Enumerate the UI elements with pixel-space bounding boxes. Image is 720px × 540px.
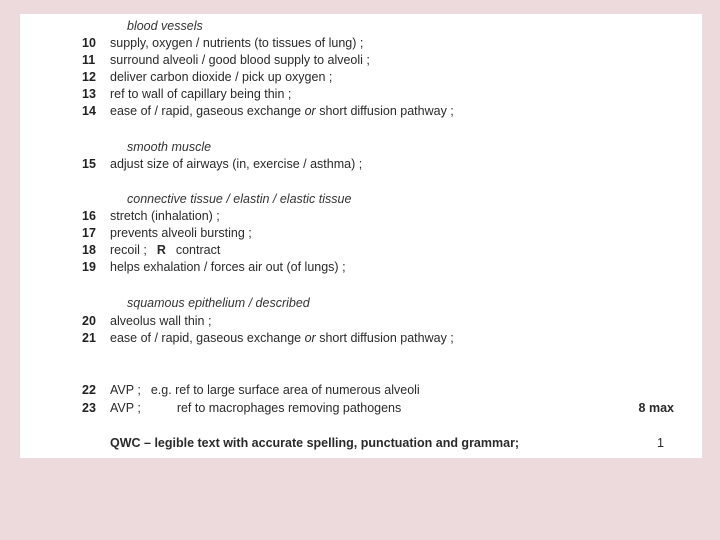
mark-scheme-page xyxy=(20,14,702,458)
mark-point-15: 15 adjust size of airways (in, exercise / asthma) ; xyxy=(82,157,363,171)
mark-point-18: 18 recoil ; R contract xyxy=(82,243,221,257)
mark-point-17: 17 prevents alveoli bursting ; xyxy=(82,226,252,240)
mark-point-10: 10 supply, oxygen / nutrients (to tissues of lung) ; xyxy=(82,36,364,50)
section-heading-connective-tissue: connective tissue / elastin / elastic tissue xyxy=(127,192,352,206)
max-marks: 8 max xyxy=(638,401,674,415)
reject-marker: R xyxy=(156,243,166,257)
qwc-row: QWC – legible text with accurate spelling, punctuation and grammar; 1 xyxy=(110,436,664,450)
section-heading-squamous-epithelium: squamous epithelium / described xyxy=(127,296,310,310)
mark-point-21: 21 ease of / rapid, gaseous exchange or short diffusion pathway ; xyxy=(82,331,454,345)
section-heading-smooth-muscle: smooth muscle xyxy=(127,140,212,154)
mark-point-14: 14 ease of / rapid, gaseous exchange or short diffusion pathway ; xyxy=(82,104,454,118)
mark-point-12: 12 deliver carbon dioxide / pick up oxygen ; xyxy=(82,70,333,84)
mark-point-22: 22 AVP ; e.g. ref to large surface area of numerous alveoli xyxy=(82,383,420,397)
mark-point-20: 20 alveolus wall thin ; xyxy=(82,314,212,328)
section-heading-blood-vessels: blood vessels xyxy=(127,19,203,33)
mark-point-23: 23 AVP ; ref to macrophages removing pathogens 8 max xyxy=(82,401,674,415)
mark-point-13: 13 ref to wall of capillary being thin ; xyxy=(82,87,292,101)
mark-point-11: 11 surround alveoli / good blood supply to alveoli ; xyxy=(82,53,370,67)
mark-point-16: 16 stretch (inhalation) ; xyxy=(82,209,220,223)
qwc-marks: 1 xyxy=(657,436,664,450)
mark-point-19: 19 helps exhalation / forces air out (of lungs) ; xyxy=(82,260,346,274)
